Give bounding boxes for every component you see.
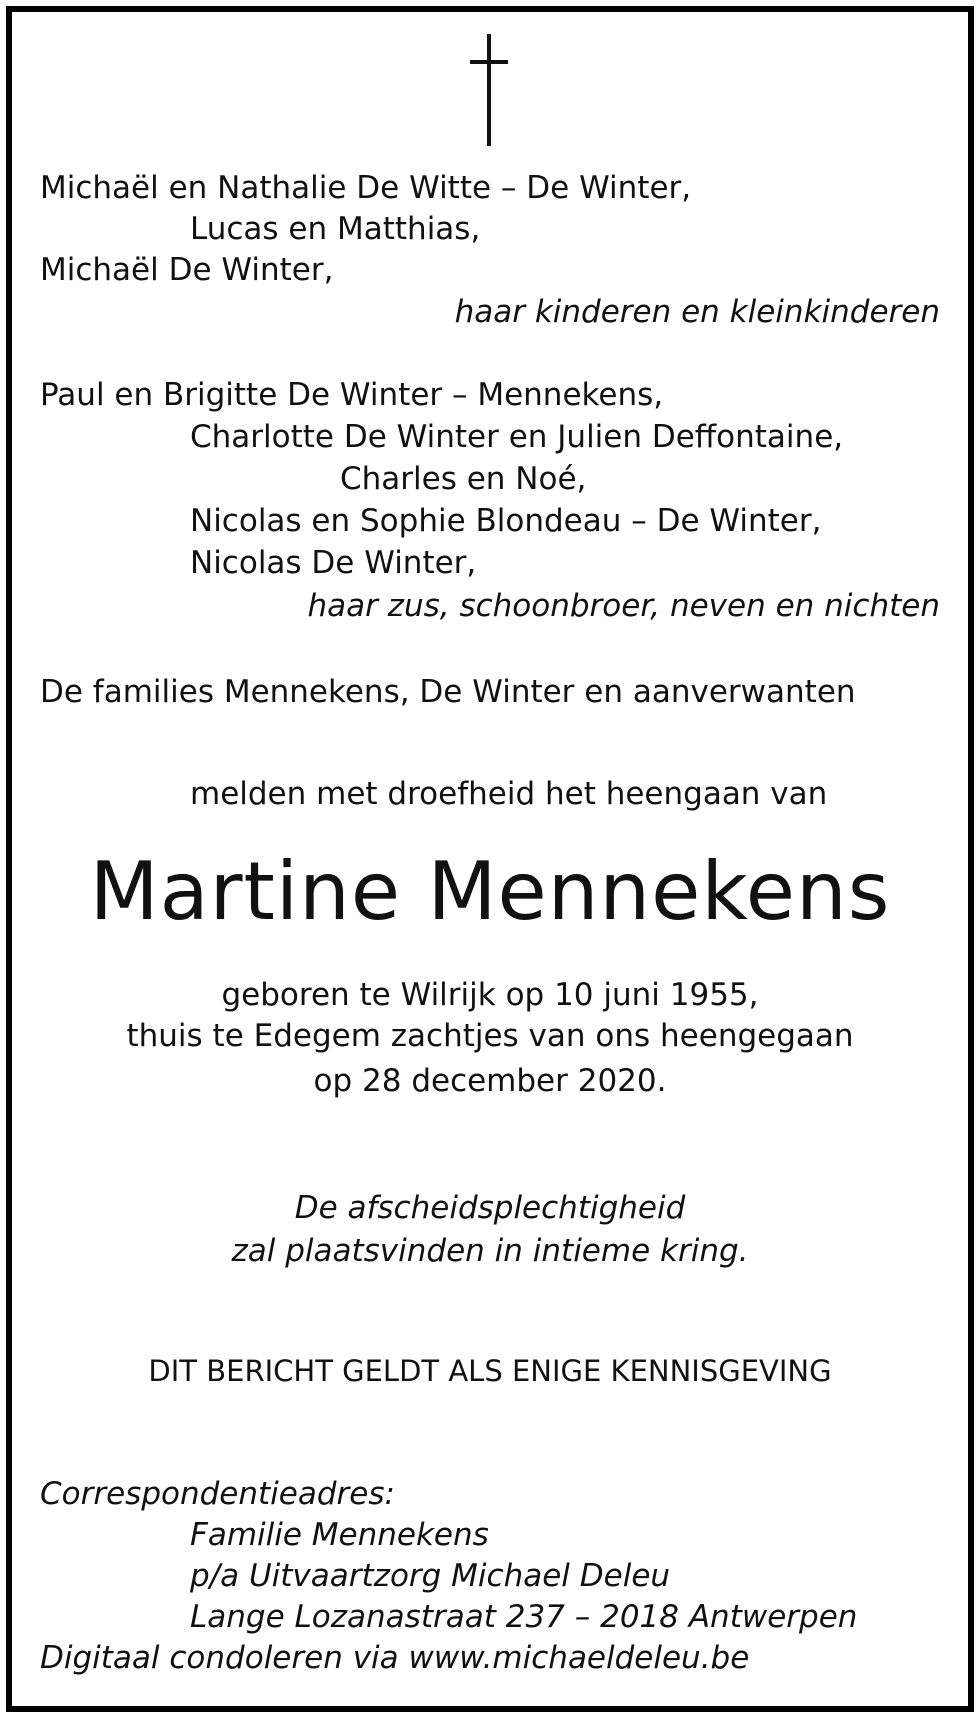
correspondence-line2: p/a Uitvaartzorg Michael Deleu xyxy=(190,1558,671,1594)
life-line2: thuis te Edegem zachtjes van ons heengegaan xyxy=(126,1018,854,1054)
ceremony-line2: zal plaatsvinden in intieme kring. xyxy=(231,1233,749,1269)
correspondence-label: Correspondentieadres: xyxy=(40,1476,395,1512)
family2-line2: Charlotte De Winter en Julien Deffontaine, xyxy=(190,419,844,455)
family1-relation: haar kinderen en kleinkinderen xyxy=(454,294,940,330)
family2-relation: haar zus, schoonbroer, neven en nichten xyxy=(307,588,940,624)
announcement-line: melden met droefheid het heengaan van xyxy=(190,776,828,812)
families-line: De families Mennekens, De Winter en aanverwanten xyxy=(40,674,856,710)
family2-line1: Paul en Brigitte De Winter – Mennekens, xyxy=(40,377,664,413)
correspondence-line1: Familie Mennekens xyxy=(190,1517,489,1553)
correspondence-line3: Lange Lozanastraat 237 – 2018 Antwerpen xyxy=(190,1599,858,1635)
family1-line2: Lucas en Matthias, xyxy=(190,211,481,247)
family2-line3: Charles en Noé, xyxy=(340,461,587,497)
cross-icon xyxy=(0,34,980,146)
family2-line4: Nicolas en Sophie Blondeau – De Winter, xyxy=(190,503,822,539)
ceremony-line1: De afscheidsplechtigheid xyxy=(294,1190,686,1226)
life-line3: op 28 december 2020. xyxy=(313,1063,667,1099)
deceased-name: Martine Mennekens xyxy=(89,845,891,938)
notice: DIT BERICHT GELDT ALS ENIGE KENNISGEVING xyxy=(148,1354,832,1388)
family1-line1: Michaël en Nathalie De Witte – De Winter, xyxy=(40,170,692,206)
life-line1: geboren te Wilrijk op 10 juni 1955, xyxy=(221,977,759,1013)
family1-line3: Michaël De Winter, xyxy=(40,252,334,288)
family2-line5: Nicolas De Winter, xyxy=(190,545,477,581)
condolences-line: Digitaal condoleren via www.michaeldeleu.be xyxy=(40,1640,750,1676)
